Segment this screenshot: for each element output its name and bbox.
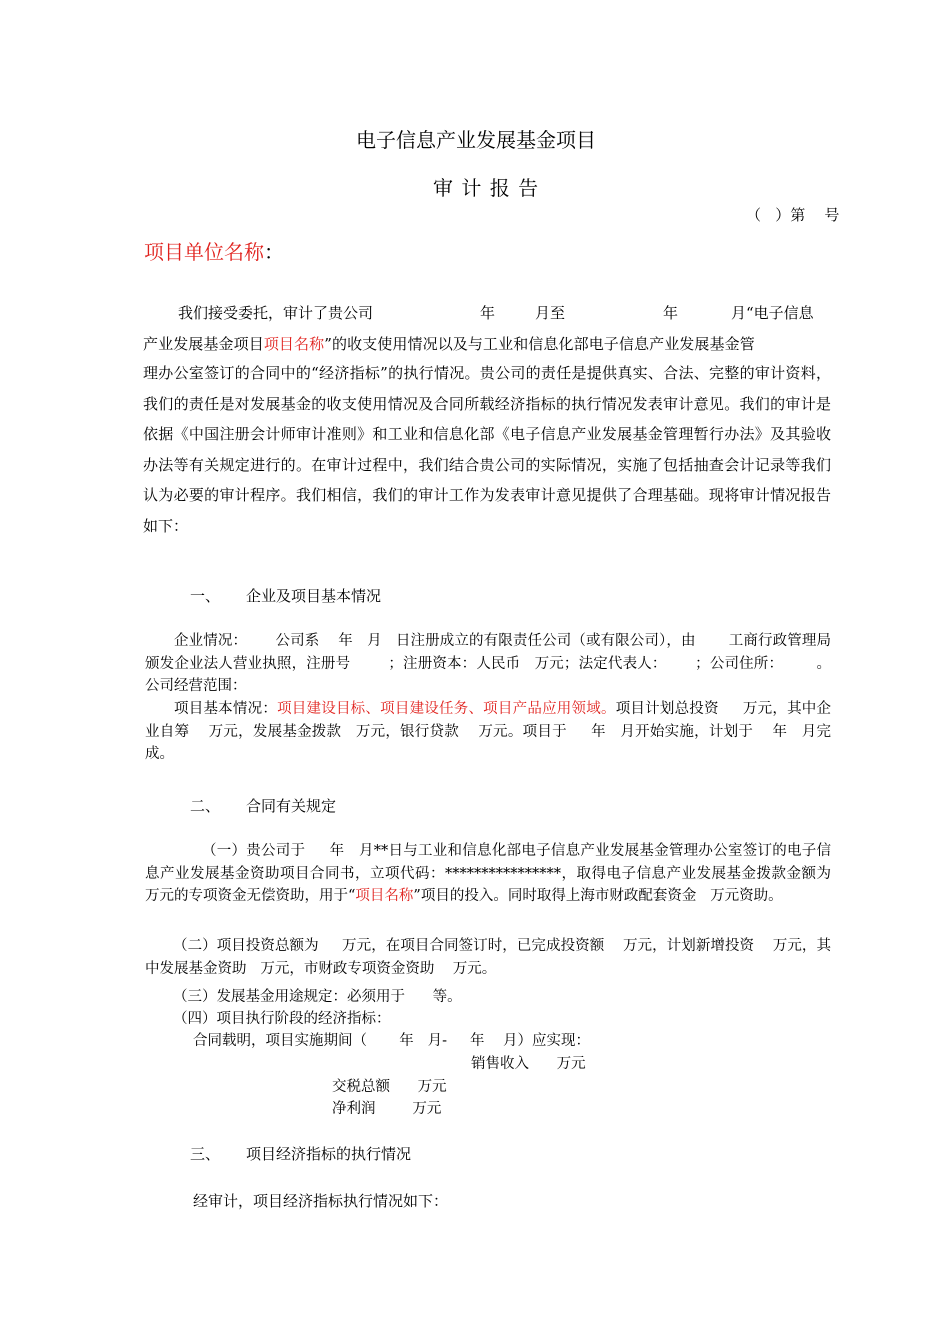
section-2-number: 二、: [190, 797, 221, 815]
intro-line2: [143, 333, 831, 354]
contract-item-3: （三）发展基金用途规定：必须用于 等。: [173, 989, 462, 1005]
intro-text-e: 月“电子信息: [731, 304, 814, 322]
contract-period-text: 合同载明，项目实施期间（ 年 月- 年 月）应实现：: [193, 1033, 590, 1049]
contract-project-name-placeholder: 项目名称: [355, 888, 414, 904]
unit-name-label: 项目单位名称: [144, 240, 264, 264]
intro-text-c: 月至: [535, 304, 566, 322]
intro-text-b: 年: [480, 304, 496, 322]
intro-line1: [178, 302, 830, 322]
contract-item-1-text-b: ”项目的投入。同时取得上海市财政配套资金 万元资助。: [413, 888, 783, 904]
intro-line2-b: ”的收支使用情况以及与工业和信息化部电子信息产业发展基金管: [324, 335, 755, 353]
intro-text-d: 年: [663, 304, 679, 322]
contract-item-1: [145, 840, 850, 908]
intro-paragraph-rest: 理办公室签订的合同中的“经济指标”的执行情况。贵公司的责任是提供真实、合法、完整的审计资料，我们的责任是对发展基金的收支使用情况及合同所载经济指标的执行情况发表审计意见。我们的审计是依据《中国注册会计师审计准则》和工业和信息化部《电子信息产业发展基金管理暂行办法》及其验收办法等有关规定进行的。在审计过程中，我们结合贵公司的实际情况，实施了包括抽查会计记录等我们认为必要的审计程序。我们相信，我们的审计工作为发表审计意见提供了合理基础。现将审计情况报告如下：: [143, 364, 831, 535]
reference-number: （ ）第 号: [746, 206, 840, 224]
indicator-sales: 销售收入 万元: [471, 1056, 586, 1072]
section-1-number: 一、: [190, 587, 221, 605]
intro-line2-a: 产业发展基金项目: [143, 335, 264, 353]
report-title-line1: 电子信息产业发展基金项目: [356, 128, 596, 152]
section-3-text: 经审计，项目经济指标执行情况如下：: [193, 1192, 449, 1210]
indicator-tax: 交税总额 万元: [332, 1079, 447, 1095]
contract-item-1-text-a: （一）贵公司于 年 月**日与工业和信息化部电子信息产业发展基金管理办公室签订的电子信息产业发展基金资助项目合同书，立项代码：****************，取得电子信息产业发展基金拨款金额为 万元的专项资金无偿资助，用于“: [145, 843, 850, 904]
company-info-paragraph: 企业情况： 公司系 年 月 日注册成立的有限责任公司（或有限公司），由 工商行政管理局颁发企业法人营业执照，注册号 ；注册资本：人民币 万元；法定代表人： ；公司住所： 。公司经营范围：: [145, 633, 831, 694]
project-info-label: 项目基本情况：: [174, 701, 278, 717]
indicator-profit: 净利润 万元: [332, 1101, 442, 1117]
section-3-title: 项目经济指标的执行情况: [246, 1145, 412, 1163]
report-title-line2: 审 计 报 告: [433, 176, 539, 200]
project-goals-placeholder: 项目建设目标、项目建设任务、项目产品应用领域。: [277, 701, 616, 717]
section-1-heading: [190, 585, 490, 605]
section-3-number: 三、: [190, 1145, 221, 1163]
section-3-heading: [190, 1143, 490, 1163]
intro-text-a: 我们接受委托，审计了贵公司: [178, 304, 374, 322]
section-2-title: 合同有关规定: [246, 797, 337, 815]
section-1-title: 企业及项目基本情况: [246, 587, 382, 605]
unit-name-heading: [144, 236, 284, 265]
unit-name-colon: ：: [264, 240, 284, 264]
contract-item-4: （四）项目执行阶段的经济指标：: [173, 1011, 391, 1027]
contract-item-2: （二）项目投资总额为 万元，在项目合同签订时，已完成投资额 万元，计划新增投资 万元，其中发展基金资助 万元，市财政专项资金资助 万元。: [145, 938, 831, 977]
section-2-heading: [190, 795, 490, 815]
project-info-paragraph: [145, 698, 831, 766]
project-name-placeholder: 项目名称: [263, 335, 325, 353]
project-info-text: 项目计划总投资 万元，其中企业自筹 万元，发展基金拨款 万元，银行贷款 万元。项目于 年 月开始实施，计划于 年 月完成。: [145, 701, 832, 762]
